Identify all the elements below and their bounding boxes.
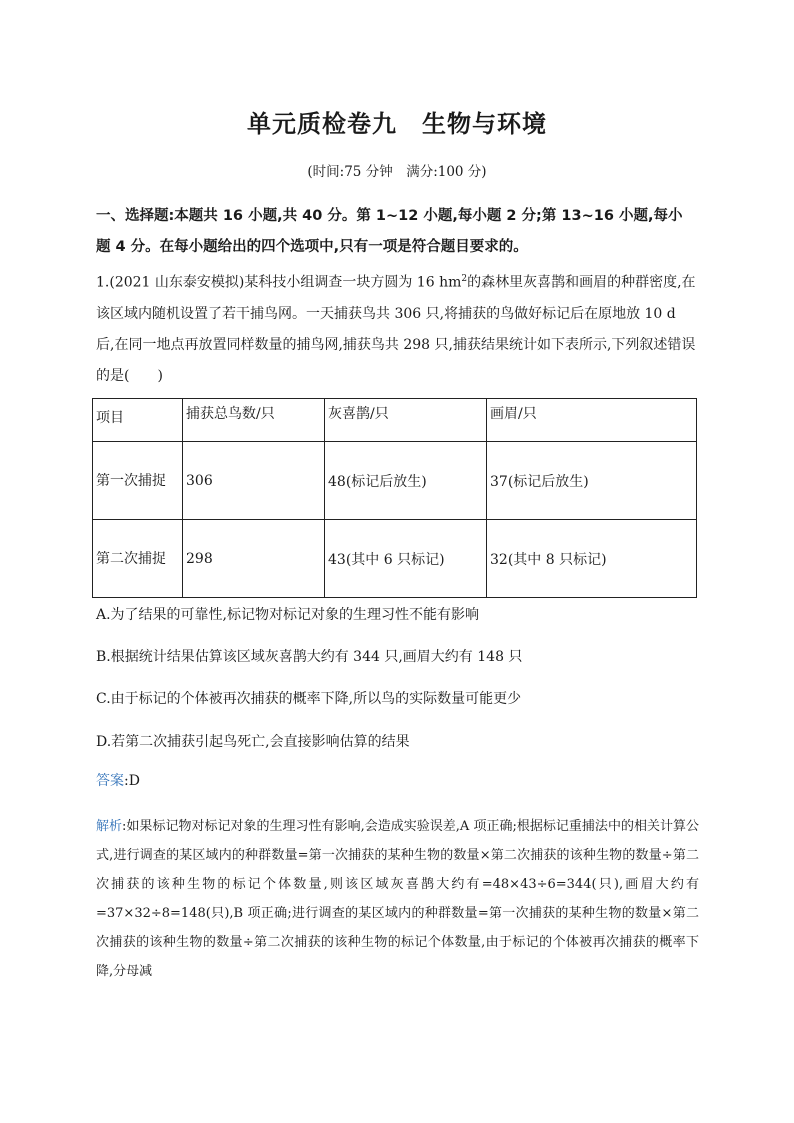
header-cell-total: 捕获总鸟数/只: [183, 399, 325, 442]
section-instructions: 一、选择题:本题共 16 小题,共 40 分。第 1~12 小题,每小题 2 分;第 13~16 小题,每小题 4 分。在每小题给出的四个选项中,只有一项是符合题目要求的。: [96, 208, 683, 255]
explanation-label: 解析: [96, 819, 123, 834]
header-cell-item: 项目: [93, 399, 183, 442]
document-title: 单元质检卷九 生物与环境: [247, 110, 547, 138]
table-row: [93, 520, 697, 598]
explanation-text: :如果标记物对标记对象的生理习性有影响,会造成实验误差,A 项正确;根据标记重捕法中的相关计算公式,进行调查的某区域内的种群数量=第一次捕获的某种生物的数量×第二次捕获的该种生物的数量÷第二次捕获的该种生物的标记个体数量,则该区域灰喜鹊大约有=48×43÷6=344(只),画眉大约有=37×32÷8=148(只),B 项正确;进行调查的某区域内的种群数量=第一次捕获的某种生物的数量×第二次捕获的该种生物的数量÷第二次捕获的该种生物的标记个体数量,由于标记的个体被再次捕获的概率下降,分母减: [96, 819, 699, 979]
row-total: 298: [183, 520, 325, 598]
answer-value: :D: [124, 773, 140, 789]
question-stem-part-1: 1.(2021 山东泰安模拟)某科技小组调查一块方圆为 16 hm: [96, 274, 462, 291]
capture-results-table: [92, 398, 697, 598]
exam-meta: (时间:75 分钟 满分:100 分): [307, 164, 487, 180]
row-total: 306: [183, 442, 325, 520]
question-stem-superscript: 2: [461, 274, 468, 284]
option-d: D.若第二次捕获引起鸟死亡,会直接影响估算的结果: [96, 734, 410, 750]
header-cell-hwamei: 画眉/只: [487, 399, 697, 442]
row-grey-magpie: 48(标记后放生): [325, 442, 487, 520]
answer-label: 答案: [96, 773, 124, 789]
row-hwamei: 32(其中 8 只标记): [487, 520, 697, 598]
answer-line: [96, 770, 140, 790]
row-label: 第二次捕捉: [93, 520, 183, 598]
table-header-row: [93, 399, 697, 442]
table-row: [93, 442, 697, 520]
row-hwamei: 37(标记后放生): [487, 442, 697, 520]
option-b: B.根据统计结果估算该区域灰喜鹊大约有 344 只,画眉大约有 148 只: [96, 649, 523, 665]
row-label: 第一次捕捉: [93, 442, 183, 520]
header-cell-grey-magpie: 灰喜鹊/只: [325, 399, 487, 442]
option-c: C.由于标记的个体被再次捕获的概率下降,所以鸟的实际数量可能更少: [96, 691, 522, 707]
row-grey-magpie: 43(其中 6 只标记): [325, 520, 487, 598]
explanation-paragraph: [96, 812, 699, 986]
question-stem-part-2: 的森林里灰喜鹊和画眉的种群密度,在该区域内随机设置了若干捕鸟网。一天捕获鸟共 306 只,将捕获的鸟做好标记后在原地放 10 d 后,在同一地点再放置同样数量的捕鸟网,捕获鸟共 298 只,捕获结果统计如下表所示,下列叙述错误的是( ): [96, 274, 696, 384]
question-1-stem: [96, 264, 696, 392]
option-a: A.为了结果的可靠性,标记物对标记对象的生理习性不能有影响: [96, 607, 480, 623]
